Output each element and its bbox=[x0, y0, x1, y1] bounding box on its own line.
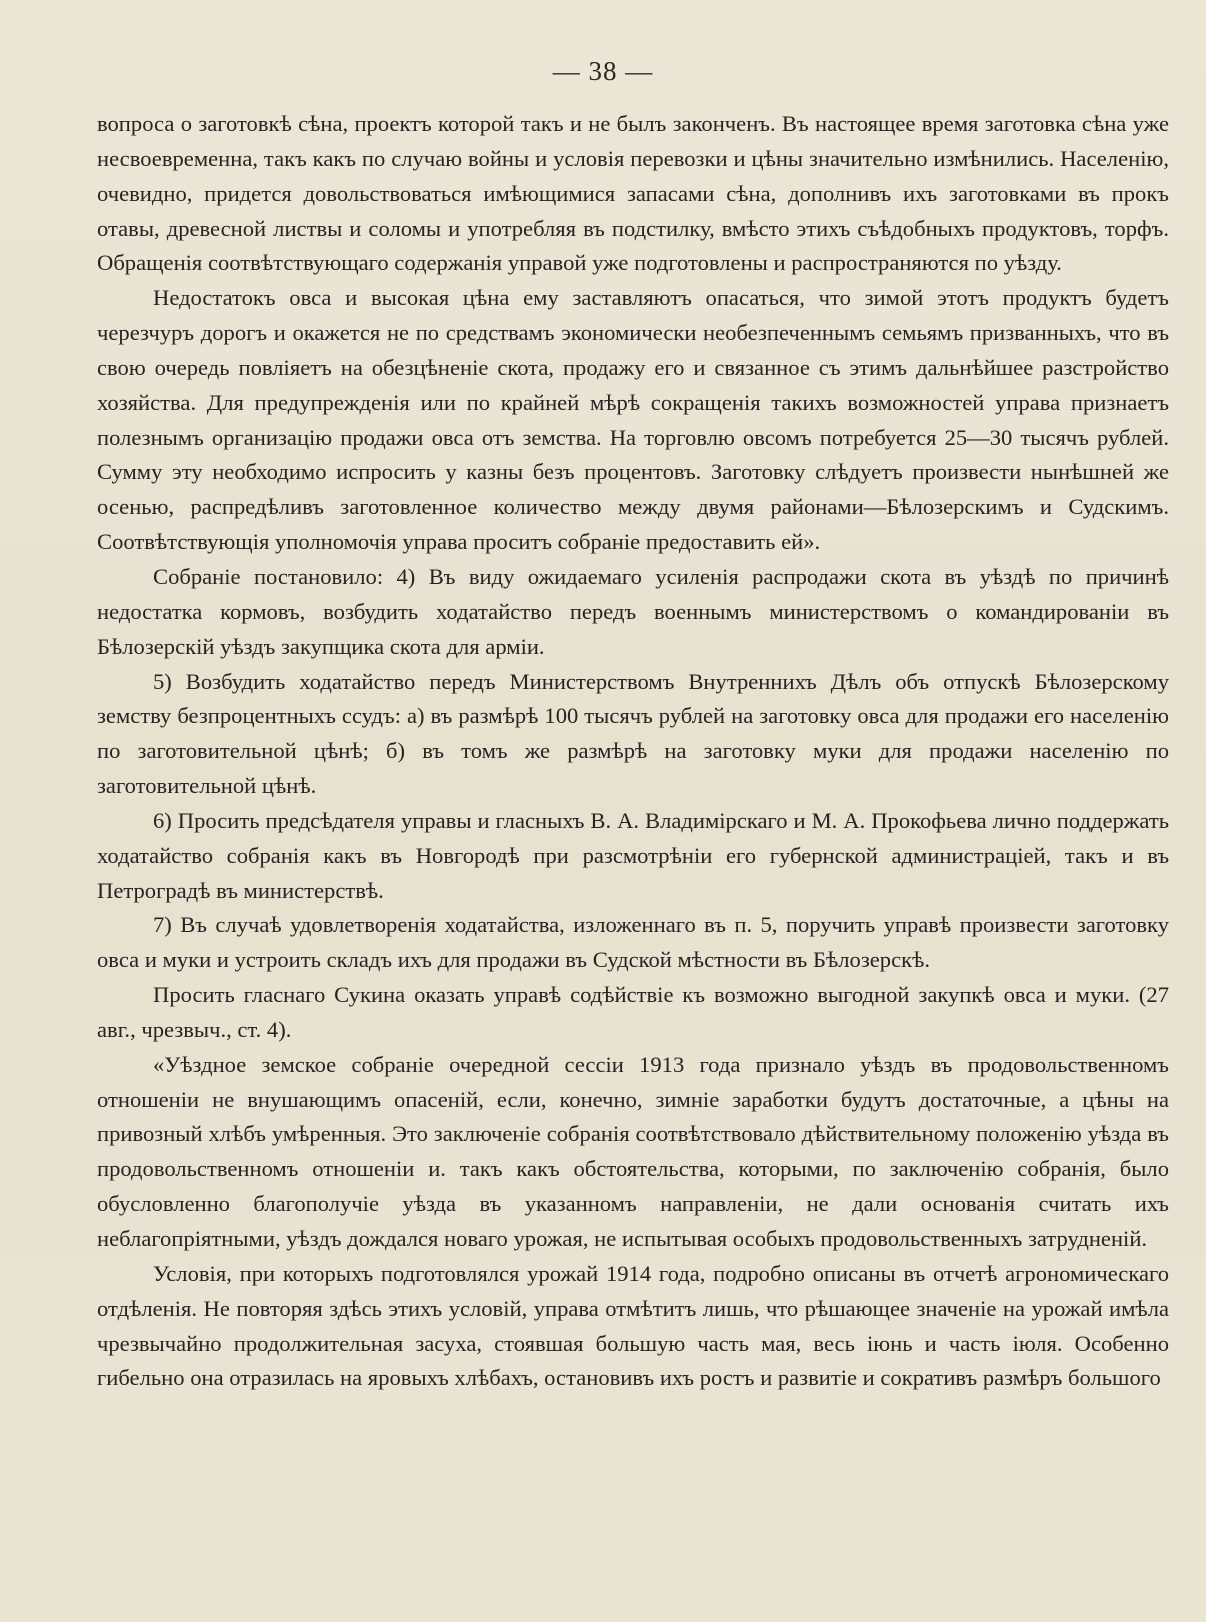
paragraph-sukin-request: Просить гласнаго Сукина оказать управѣ содѣйствіе къ возможно выгодной закупкѣ овса и муки. (27 авг., чрезвыч., ст. 4). bbox=[97, 982, 1169, 1042]
paragraph-1914-harvest: Условія, при которыхъ подготовлялся урожай 1914 года, подробно описаны въ отчетѣ агрономическаго отдѣленія. Не повторяя здѣсь этихъ условій, управа отмѣтитъ лишь, что рѣшающее значеніе на урожай имѣла чрезвычайно продолжительная засуха, стоявшая большую часть мая, весь іюнь и часть іюля. Особенно гибельно она отразилась на яровыхъ хлѣбахъ, остановивъ ихъ ростъ и развитіе и сокративъ размѣръ большого bbox=[97, 1260, 1169, 1391]
paragraph-hay-procurement: вопроса о заготовкѣ сѣна, проектъ которой такъ и не былъ законченъ. Въ настоящее время заготовка сѣна уже несвоевременна, такъ какъ по случаю войны и условія перевозки и цѣны значительно измѣнились. Населенію, очевидно, придется довольствоваться имѣющимися запасами сѣна, дополнивъ ихъ заготовками въ прокъ отавы, древесной листвы и соломы и употребляя въ подстилку, вмѣсто этихъ съѣдобныхъ продуктовъ, торфъ. Обращенія соотвѣтствующаго содержанія управой уже подготовлены и распространяются по уѣзду. bbox=[97, 111, 1169, 276]
paragraph-resolution-7: 7) Въ случаѣ удовлетворенія ходатайства, изложеннаго въ п. 5, поручить управѣ произвести заготовку овса и муки и устроить складъ ихъ для продажи въ Судской мѣстности въ Бѣлозерскѣ. bbox=[97, 912, 1169, 973]
paragraph-resolution-6: 6) Просить предсѣдателя управы и гласныхъ В. А. Владимірскаго и М. А. Прокофьева лично поддержать ходатайство собранія какъ въ Новгородѣ при разсмотрѣніи его губернской администраціей, такъ и въ Петроградѣ въ министерствѣ. bbox=[97, 807, 1169, 903]
paragraph-resolution-4: Собраніе постановило: 4) Въ виду ожидаемаго усиленія распродажи скота въ уѣздѣ по причинѣ недостатка кормовъ, возбудить ходатайство передъ военнымъ министерствомъ о командированіи въ Бѣлозерскій уѣздъ закупщика скота для арміи. bbox=[97, 563, 1169, 659]
paragraph-resolution-5: 5) Возбудить ходатайство передъ Министерствомъ Внутреннихъ Дѣлъ объ отпускѣ Бѣлозерскому земству безпроцентныхъ ссудъ: а) въ размѣрѣ 100 тысячъ рублей на заготовку овса для продажи его населенію по заготовительной цѣнѣ; б) въ томъ же размѣрѣ на заготовку муки для продажи населенію по заготовительной цѣнѣ. bbox=[97, 668, 1169, 799]
body-text bbox=[97, 107, 1169, 1396]
page-number: — 38 — bbox=[552, 56, 654, 86]
paragraph-1913-session: «Уѣздное земское собраніе очередной сессіи 1913 года признало уѣздъ въ продовольственномъ отношеніи не внушающимъ опасеній, если, конечно, зимніе заработки будутъ достаточные, а цѣны на привозный хлѣбъ умѣренныя. Это заключеніе собранія соотвѣтствовало дѣйствительному положенію уѣзда въ продовольственномъ отношеніи и. такъ какъ обстоятельства, которыми, по заключенію собранія, было обусловленно благополучіе уѣзда въ указанномъ направленіи, не дали основанія считать ихъ неблагопріятными, уѣздъ дождался новаго урожая, не испытывая особыхъ продовольственныхъ затрудненій. bbox=[97, 1051, 1169, 1251]
paragraph-oats-shortage: Недостатокъ овса и высокая цѣна ему заставляютъ опасаться, что зимой этотъ продуктъ будетъ черезчуръ дорогъ и окажется не по средствамъ экономически необезпеченнымъ семьямъ призванныхъ, что въ свою очередь повліяетъ на обезцѣненіе скота, продажу его и связанное съ этимъ дальнѣйшее разстройство хозяйства. Для предупрежденія или по крайней мѣрѣ сокращенія такихъ возможностей управа признаетъ полезнымъ организацію продажи овса отъ земства. На торговлю овсомъ потребуется 25—30 тысячъ рублей. Сумму эту необходимо испросить у казны безъ процентовъ. Заготовку слѣдуетъ произвести нынѣшней же осенью, распредѣливъ заготовленное количество между двумя районами—Бѣлозерскимъ и Судскимъ. Соотвѣтствующія уполномочія управа проситъ собраніе предоставить ей». bbox=[97, 285, 1169, 555]
